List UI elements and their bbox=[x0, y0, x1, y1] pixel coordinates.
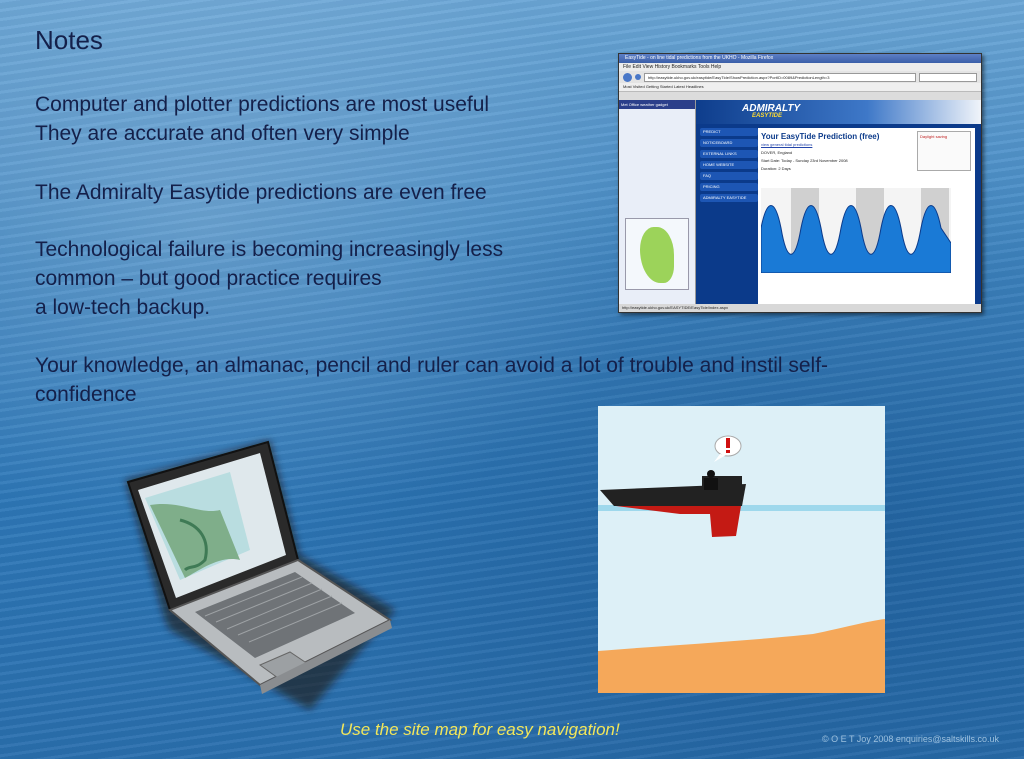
easytide-page bbox=[696, 100, 981, 304]
nav-item: HOME WEBSITE bbox=[700, 161, 758, 169]
nav-item: ADMIRALTY EASYTIDE bbox=[700, 194, 758, 202]
person-head bbox=[707, 470, 715, 478]
forward-icon bbox=[635, 74, 641, 80]
paragraph-knowledge: Your knowledge, an almanac, pencil and ruler can avoid a lot of trouble and instil self-confidence bbox=[35, 354, 829, 406]
prediction-link: view general tidal predictions bbox=[761, 142, 813, 147]
browser-statusbar: http://easytide.ukho.gov.uk/EASYTIDE/EasyTide/index.aspx bbox=[619, 304, 981, 312]
nav-item: FAQ bbox=[700, 172, 758, 180]
brand-easytide: EASYTIDE bbox=[752, 113, 783, 119]
paragraph-backup: Technological failure is becoming increasingly less common – but good practice requires a low-tech backup. bbox=[35, 238, 504, 319]
tide-curve-chart bbox=[761, 188, 951, 273]
easytide-nav bbox=[700, 128, 758, 205]
nav-item: PRICING bbox=[700, 183, 758, 191]
browser-toolbar bbox=[619, 71, 981, 83]
weather-radar-map bbox=[625, 218, 689, 290]
easytide-banner bbox=[696, 100, 981, 124]
nav-item: NOTICEBOARD bbox=[700, 139, 758, 147]
prediction-title: Your EasyTide Prediction (free) bbox=[761, 132, 880, 141]
port-name: DOVER, England bbox=[761, 150, 793, 155]
site-map-hint[interactable]: Use the site map for easy navigation! bbox=[340, 720, 620, 739]
start-date: Start Date: Today - Sunday 23rd November 2008 bbox=[761, 158, 848, 163]
copyright-notice: © O E T Joy 2008 enquiries@saltskills.co.uk bbox=[822, 734, 1000, 744]
brand-admiralty: ADMIRALTY bbox=[742, 103, 801, 114]
nav-item: EXTERNAL LINKS bbox=[700, 150, 758, 158]
easytide-browser-screenshot bbox=[618, 53, 982, 313]
browser-titlebar: EasyTide - on line tidal predictions from the UKHO - Mozilla Firefox bbox=[619, 54, 981, 63]
daylight-box: Daylight saving bbox=[917, 131, 971, 171]
address-bar: http://easytide.ukho.gov.uk/easytide/EasyTide/ShowPrediction.aspx?PortID=0089&PredictionLength=3 bbox=[644, 73, 916, 82]
boat-aground-illustration bbox=[598, 406, 885, 693]
bookmarks-bar: Most Visited Getting Started Latest Headlines bbox=[619, 83, 981, 92]
person-body bbox=[704, 478, 718, 490]
back-icon bbox=[623, 73, 632, 82]
sidebar-header: Met Office weather gadget bbox=[619, 100, 695, 109]
land-shape bbox=[640, 227, 674, 283]
laptop-illustration bbox=[110, 420, 410, 720]
paragraph-predictions: Computer and plotter predictions are most useful They are accurate and often very simple bbox=[35, 93, 490, 145]
met-office-sidebar bbox=[619, 100, 696, 304]
browser-body bbox=[619, 100, 981, 304]
paragraph-easytide: The Admiralty Easytide predictions are even free bbox=[35, 181, 487, 204]
nav-item: PREDICT bbox=[700, 128, 758, 136]
slide-title: Notes bbox=[35, 25, 103, 55]
prediction-panel bbox=[758, 128, 975, 304]
duration: Duration: 2 Days bbox=[761, 166, 791, 171]
search-box bbox=[919, 73, 977, 82]
browser-menubar: File Edit View History Bookmarks Tools Help bbox=[619, 63, 981, 71]
